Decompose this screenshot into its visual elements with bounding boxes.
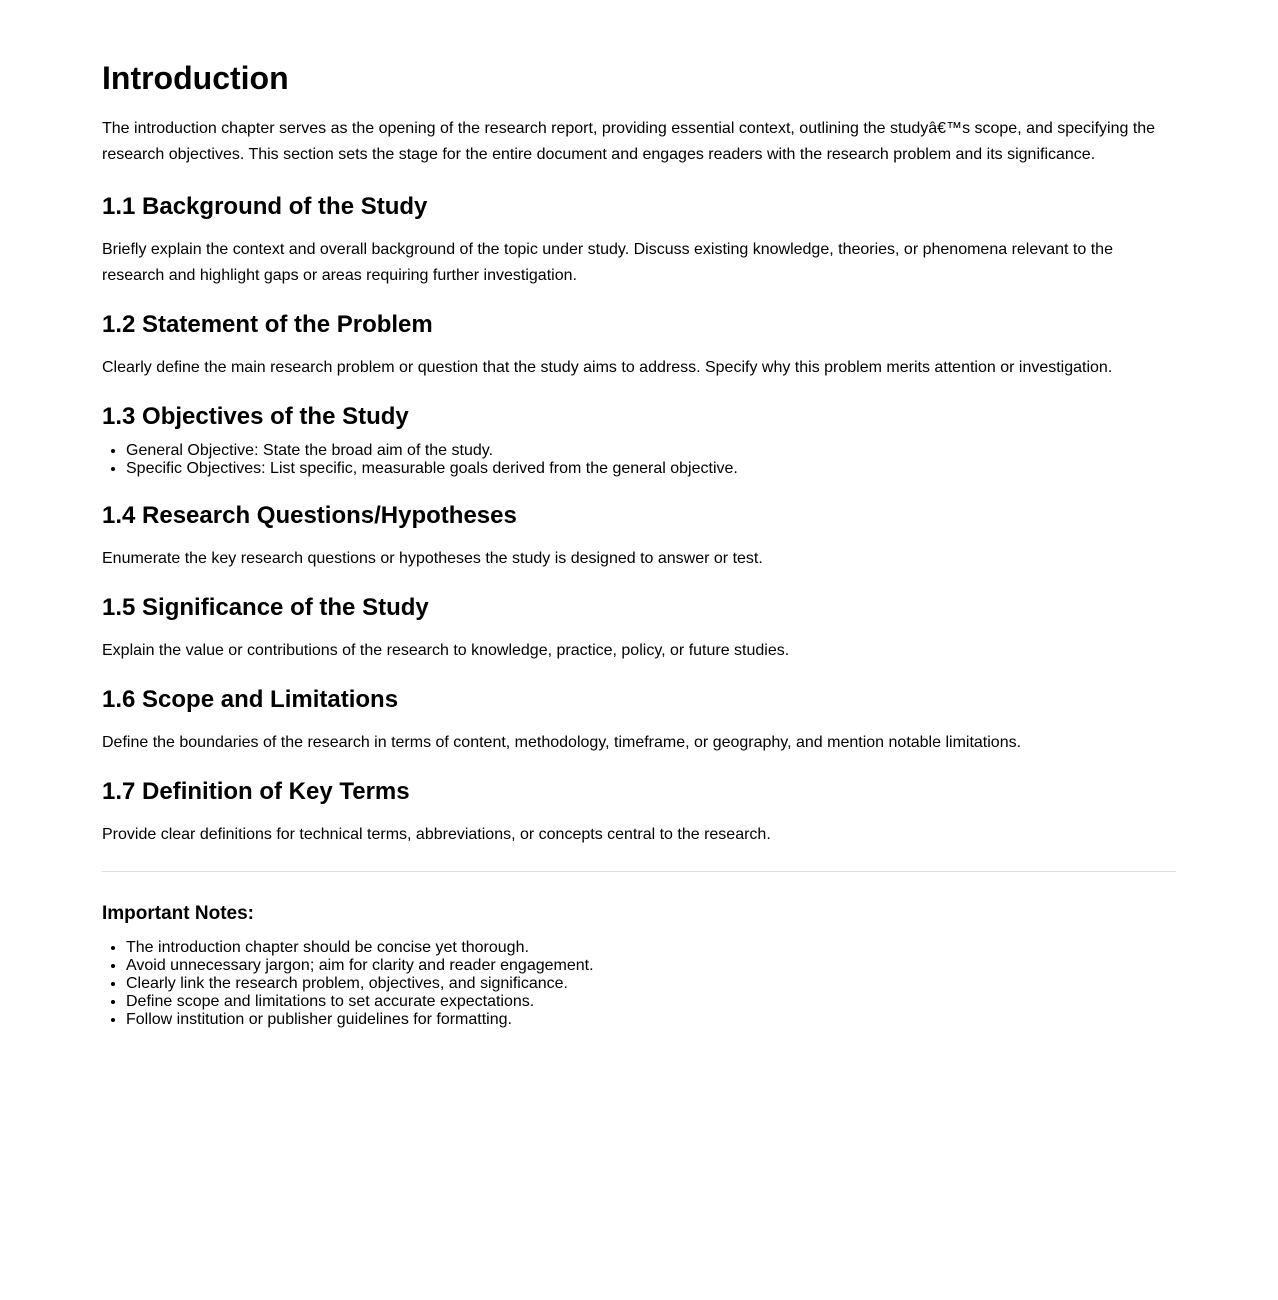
section-heading: 1.5 Significance of the Study [102,594,429,621]
section-text: Enumerate the key research questions or hypotheses the study is designed to answer or test. [102,550,763,567]
section-text: Define the boundaries of the research in terms of content, methodology, timeframe, or geography, and mention notable limitations. [102,734,1022,751]
section-objectives [102,402,1176,478]
list-item: • The introduction chapter should be concise yet thorough. [126,939,1176,957]
section-heading: 1.3 Objectives of the Study [102,403,409,430]
section-text: Provide clear definitions for technical terms, abbreviations, or concepts central to the research. [102,826,771,843]
section-heading: 1.1 Background of the Study [102,193,428,220]
notes-list [102,939,1176,1029]
section-key-terms [102,777,1176,848]
section-significance [102,593,1176,664]
notes-heading: Important Notes: [102,903,254,924]
section-text: Briefly explain the context and overall background of the topic under study. Discuss existing knowledge, theories, or phenomena relevant to the research and highlight gaps or areas requiring further investigation. [102,241,1113,284]
list-item: • Specific Objectives: List specific, measurable goals derived from the general objective. [126,460,1176,478]
list-item: • Follow institution or publisher guidelines for formatting. [126,1011,1176,1029]
list-item: • Avoid unnecessary jargon; aim for clarity and reader engagement. [126,957,1176,975]
section-heading: 1.4 Research Questions/Hypotheses [102,502,517,529]
list-item: • General Objective: State the broad aim of the study. [126,442,1176,460]
important-notes [102,902,1176,1029]
section-scope [102,685,1176,756]
section-background [102,192,1176,289]
section-heading: 1.6 Scope and Limitations [102,686,399,713]
page-title: Introduction [102,60,289,96]
section-heading: 1.7 Definition of Key Terms [102,778,410,805]
list-item: • Define scope and limitations to set accurate expectations. [126,993,1176,1011]
section-heading: 1.2 Statement of the Problem [102,311,433,338]
objectives-list [102,442,1176,478]
section-problem-statement [102,310,1176,381]
section-research-questions [102,501,1176,572]
divider [102,871,1176,872]
intro-paragraph: The introduction chapter serves as the opening of the research report, providing essential context, outlining the studyâ€™s scope, and specifying the research objectives. This section sets the stage for the entire document and engages readers with the research problem and its significance. [102,120,1156,163]
list-item: • Clearly link the research problem, objectives, and significance. [126,975,1176,993]
section-text: Clearly define the main research problem or question that the study aims to address. Specify why this problem merits attention or investigation. [102,359,1113,376]
section-text: Explain the value or contributions of the research to knowledge, practice, policy, or future studies. [102,642,790,659]
